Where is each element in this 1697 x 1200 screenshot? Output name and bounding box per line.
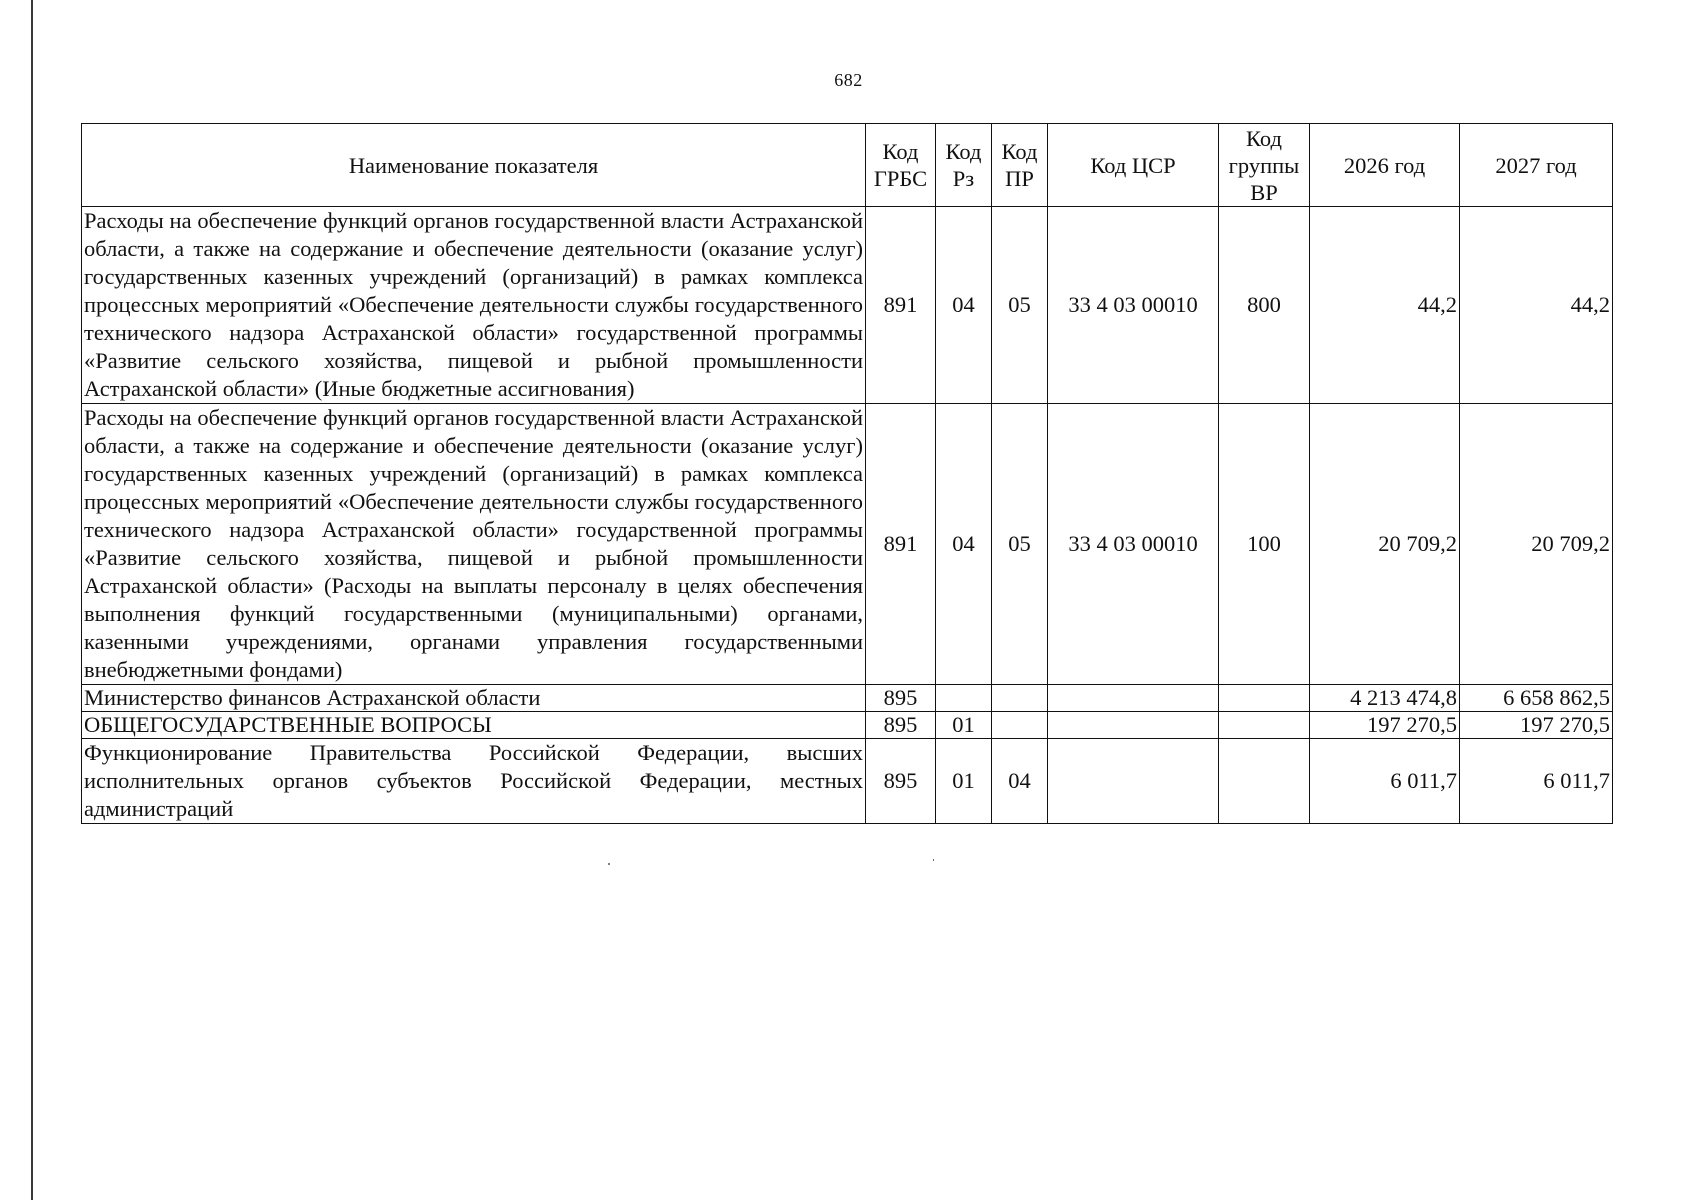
row-2027: 197 270,5 <box>1460 712 1613 739</box>
table-row <box>82 712 1613 739</box>
page-number: 682 <box>834 70 863 90</box>
row-vr <box>1219 685 1310 712</box>
row-csr <box>1048 712 1219 739</box>
row-pr <box>992 712 1048 739</box>
row-vr: 100 <box>1219 404 1310 685</box>
row-pr <box>992 685 1048 712</box>
table-row <box>82 404 1613 685</box>
header-2026: 2026 год <box>1310 124 1460 207</box>
row-grbs: 895 <box>866 739 936 824</box>
row-grbs: 891 <box>866 207 936 404</box>
scan-speck <box>933 859 934 861</box>
row-2026: 4 213 474,8 <box>1310 685 1460 712</box>
row-grbs: 895 <box>866 685 936 712</box>
row-csr <box>1048 685 1219 712</box>
table-row <box>82 685 1613 712</box>
row-name: Министерство финансов Астраханской области <box>82 685 866 712</box>
row-vr <box>1219 712 1310 739</box>
row-pr: 05 <box>992 404 1048 685</box>
row-csr <box>1048 739 1219 824</box>
row-2026: 6 011,7 <box>1310 739 1460 824</box>
header-vr: Код группы ВР <box>1219 124 1310 207</box>
row-rz: 01 <box>936 712 992 739</box>
row-pr: 05 <box>992 207 1048 404</box>
row-2027: 6 658 862,5 <box>1460 685 1613 712</box>
row-2026: 44,2 <box>1310 207 1460 404</box>
row-name: Расходы на обеспечение функций органов государственной власти Астраханской области, а также на содержание и обеспечение деятельности (оказание услуг) государственных казенных учреждений (организаций) в рамках комплекса процессных мероприятий «Обеспечение деятельности службы государственного технического надзора Астраханской области» государственной программы «Развитие сельского хозяйства, пищевой и рыбной промышленности Астраханской области» (Иные бюджетные ассигнования) <box>82 207 866 404</box>
header-name: Наименование показателя <box>82 124 866 207</box>
row-name: ОБЩЕГОСУДАРСТВЕННЫЕ ВОПРОСЫ <box>82 712 866 739</box>
row-rz: 04 <box>936 404 992 685</box>
header-grbs: Код ГРБС <box>866 124 936 207</box>
scan-edge-line <box>31 0 33 1200</box>
row-2027: 20 709,2 <box>1460 404 1613 685</box>
row-name: Расходы на обеспечение функций органов государственной власти Астраханской области, а также на содержание и обеспечение деятельности (оказание услуг) государственных казенных учреждений (организаций) в рамках комплекса процессных мероприятий «Обеспечение деятельности службы государственного технического надзора Астраханской области» государственной программы «Развитие сельского хозяйства, пищевой и рыбной промышленности Астраханской области» (Расходы на выплаты персоналу в целях обеспечения выполнения функций государственными (муниципальными) органами, казенными учреждениями, органами управления государственными внебюджетными фондами) <box>82 404 866 685</box>
row-vr: 800 <box>1219 207 1310 404</box>
header-row <box>82 124 1613 207</box>
header-csr: Код ЦСР <box>1048 124 1219 207</box>
header-rz: Код Рз <box>936 124 992 207</box>
row-2027: 44,2 <box>1460 207 1613 404</box>
budget-table <box>81 123 1613 824</box>
row-name: Функционирование Правительства Российской Федерации, высших исполнительных органов субъектов Российской Федерации, местных администраций <box>82 739 866 824</box>
row-vr <box>1219 739 1310 824</box>
row-rz: 04 <box>936 207 992 404</box>
scan-speck <box>608 863 610 865</box>
header-pr: Код ПР <box>992 124 1048 207</box>
table-row <box>82 207 1613 404</box>
row-rz: 01 <box>936 739 992 824</box>
row-grbs: 895 <box>866 712 936 739</box>
row-grbs: 891 <box>866 404 936 685</box>
row-csr: 33 4 03 00010 <box>1048 404 1219 685</box>
row-2026: 197 270,5 <box>1310 712 1460 739</box>
row-2027: 6 011,7 <box>1460 739 1613 824</box>
row-pr: 04 <box>992 739 1048 824</box>
header-2027: 2027 год <box>1460 124 1613 207</box>
table-row <box>82 739 1613 824</box>
row-csr: 33 4 03 00010 <box>1048 207 1219 404</box>
row-2026: 20 709,2 <box>1310 404 1460 685</box>
row-rz <box>936 685 992 712</box>
